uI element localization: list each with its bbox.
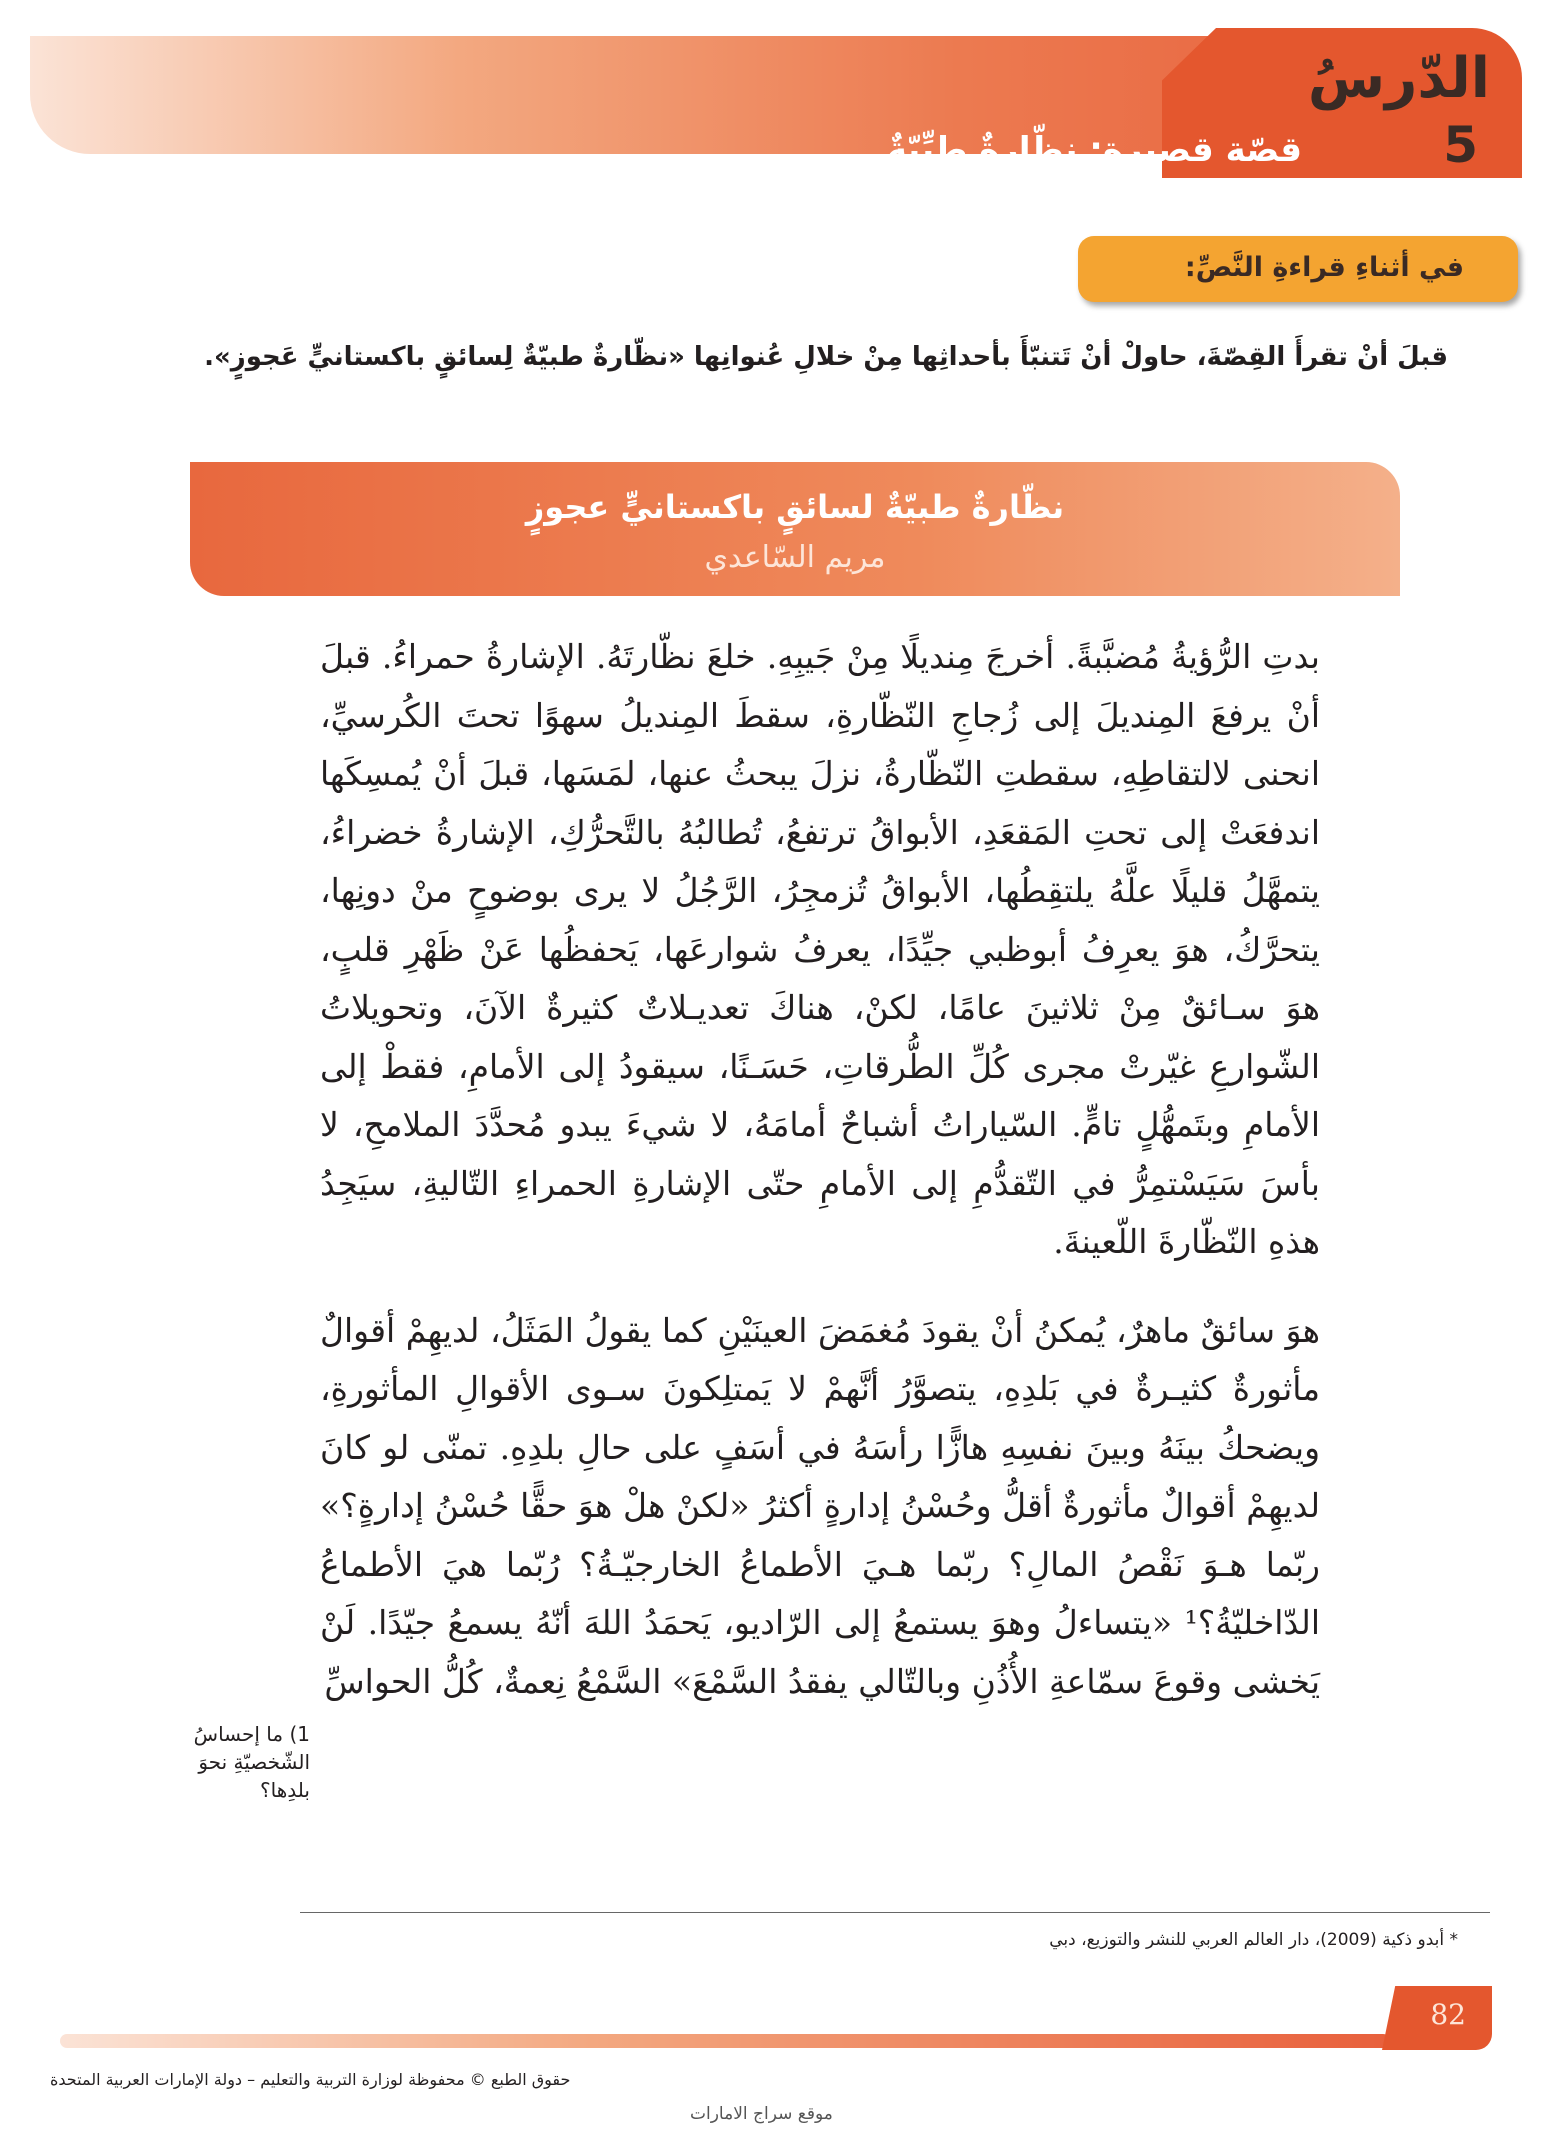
copyright-notice: حقوق الطبع © محفوظة لوزارة التربية والتعليم – دولة الإمارات العربية المتحدة xyxy=(50,2070,571,2089)
story-body xyxy=(320,628,1320,1711)
site-watermark-text: موقع سراج الامارات xyxy=(690,2104,833,2124)
story-paragraph-1: بدتِ الرُّؤيةُ مُضبَّبةً. أخرجَ مِنديلًا مِنْ جَيبِهِ. خلعَ نظّارتَهُ. الإشارةُ حمراءُ. قبلَ أنْ يرفعَ المِنديلَ إلى زُجاجِ النّظّارةِ، سقطَ المِنديلُ سهوًا تحتَ الكُرسيِّ، انحنى لالتقاطِهِ، سقطتِ النّظّارةُ، نزلَ يبحثُ عنها، لمَسَها، قبلَ أنْ يُمسِكَها اندفعَتْ إلى تحتِ المَقعَدِ، الأبواقُ ترتفعُ، تُطالبُهُ بالتَّحرُّكِ، الإشارةُ خضراءُ، يتمهَّلُ قليلًا علَّهُ يلتقِطُها، الأبواقُ تُزمجِرُ، الرَّجُلُ لا يرى بوضوحٍ منْ دونِها، يتحرَّكُ، هوَ يعرِفُ أبوظبي جيِّدًا، يعرفُ شوارعَها، يَحفظُها عَنْ ظَهْرِ قلبٍ، هوَ سـائقٌ مِنْ ثلاثينَ عامًا، لكنْ، هناكَ تعديـلاتٌ كثيرةٌ الآنَ، وتحويلاتُ الشّوارعِ غيّرتْ مجرى كُلِّ الطُّرقاتِ، حَسَـنًا، سيقودُ إلى الأمامِ، فقطْ إلى الأمامِ وبتَمهُّلٍ تامٍّ. السّياراتُ أشباحٌ أمامَهُ، لا شيءَ يبدو مُحدَّدَ الملامحِ، لا بأسَ سَيَسْتمِرُّ في التّقدُّمِ إلى الأمامِ حتّى الإشارةِ الحمراءِ التّاليةِ، سيَجِدُ هذهِ النّظّارةَ اللّعينةَ. xyxy=(320,637,1320,1261)
pre-reading-instruction: قبلَ أنْ تقرأَ القِصّةَ، حاولْ أنْ تَتنبّأَ بأحداثِها مِنْ خلالِ عُنوانِها «نظّارةٌ طبيّةٌ لِسائقٍ باكستانيٍّ عَجوزٍ». xyxy=(204,342,1448,372)
footnote-divider xyxy=(300,1912,1490,1913)
lesson-subtitle: قصّة قصيرة: نظّارةٌ طِبِّيّةٌ xyxy=(886,130,1302,170)
lesson-number: 5 xyxy=(1443,116,1478,174)
footnote: * أبدو ذكية (2009)، دار العالم العربي للنشر والتوزيع، دبي xyxy=(1049,1930,1458,1950)
margin-question: 1) ما إحساسُ الشّخصيّةِ نحوَ بلدِها؟ xyxy=(193,1722,310,1802)
page-number: 82 xyxy=(1430,1998,1466,2031)
story-header-banner xyxy=(190,462,1400,596)
lesson-word: الدّرسُ xyxy=(1307,46,1490,111)
story-title: نظّارةٌ طبيّةٌ لسائقٍ باكستانيٍّ عجوزٍ xyxy=(525,488,1065,526)
story-author: مريم السّاعدي xyxy=(704,540,886,575)
reading-label: في أثناءِ قراءةِ النَّصِّ: xyxy=(1184,252,1464,283)
story-paragraph-2: هوَ سائقٌ ماهرٌ، يُمكنُ أنْ يقودَ مُغمَضَ العينَيْنِ كما يقولُ المَثَلُ، لديهِمْ أقوالٌ مأثورةٌ كثيـرةٌ في بَلدِهِ، يتصوَّرُ أنَّهمْ لا يَمتلِكونَ سـوى الأقوالِ المأثورةِ، ويضحكُ بينَهُ وبينَ نفسِهِ هازًّا رأسَهُ في أسَفٍ على حالِ بلدِهِ. تمنّى لو كانَ لديهِمْ أقوالٌ مأثورةٌ أقلُّ وحُسْنُ إدارةٍ أكثرُ «لكنْ هلْ هوَ حقًّا حُسْنُ إدارةٍ؟» ربّما هـوَ نَقْصُ المالِ؟ ربّما هـيَ الأطماعُ الخارجيّـةُ؟ رُبّما هيَ الأطماعُ الدّاخليّةُ؟¹ «يتساءلُ وهوَ يستمعُ إلى الرّاديو، يَحمَدُ اللهَ أنّهُ يسمعُ جيّدًا. لَنْ يَخشى وقوعَ سمّاعةِ الأُذُنِ وبالتّالي يفقدُ السَّمْعَ» السَّمْعُ نِعمةٌ، كُلُّ الحواسِّ xyxy=(320,1310,1320,1701)
footer-band xyxy=(60,2034,1390,2048)
